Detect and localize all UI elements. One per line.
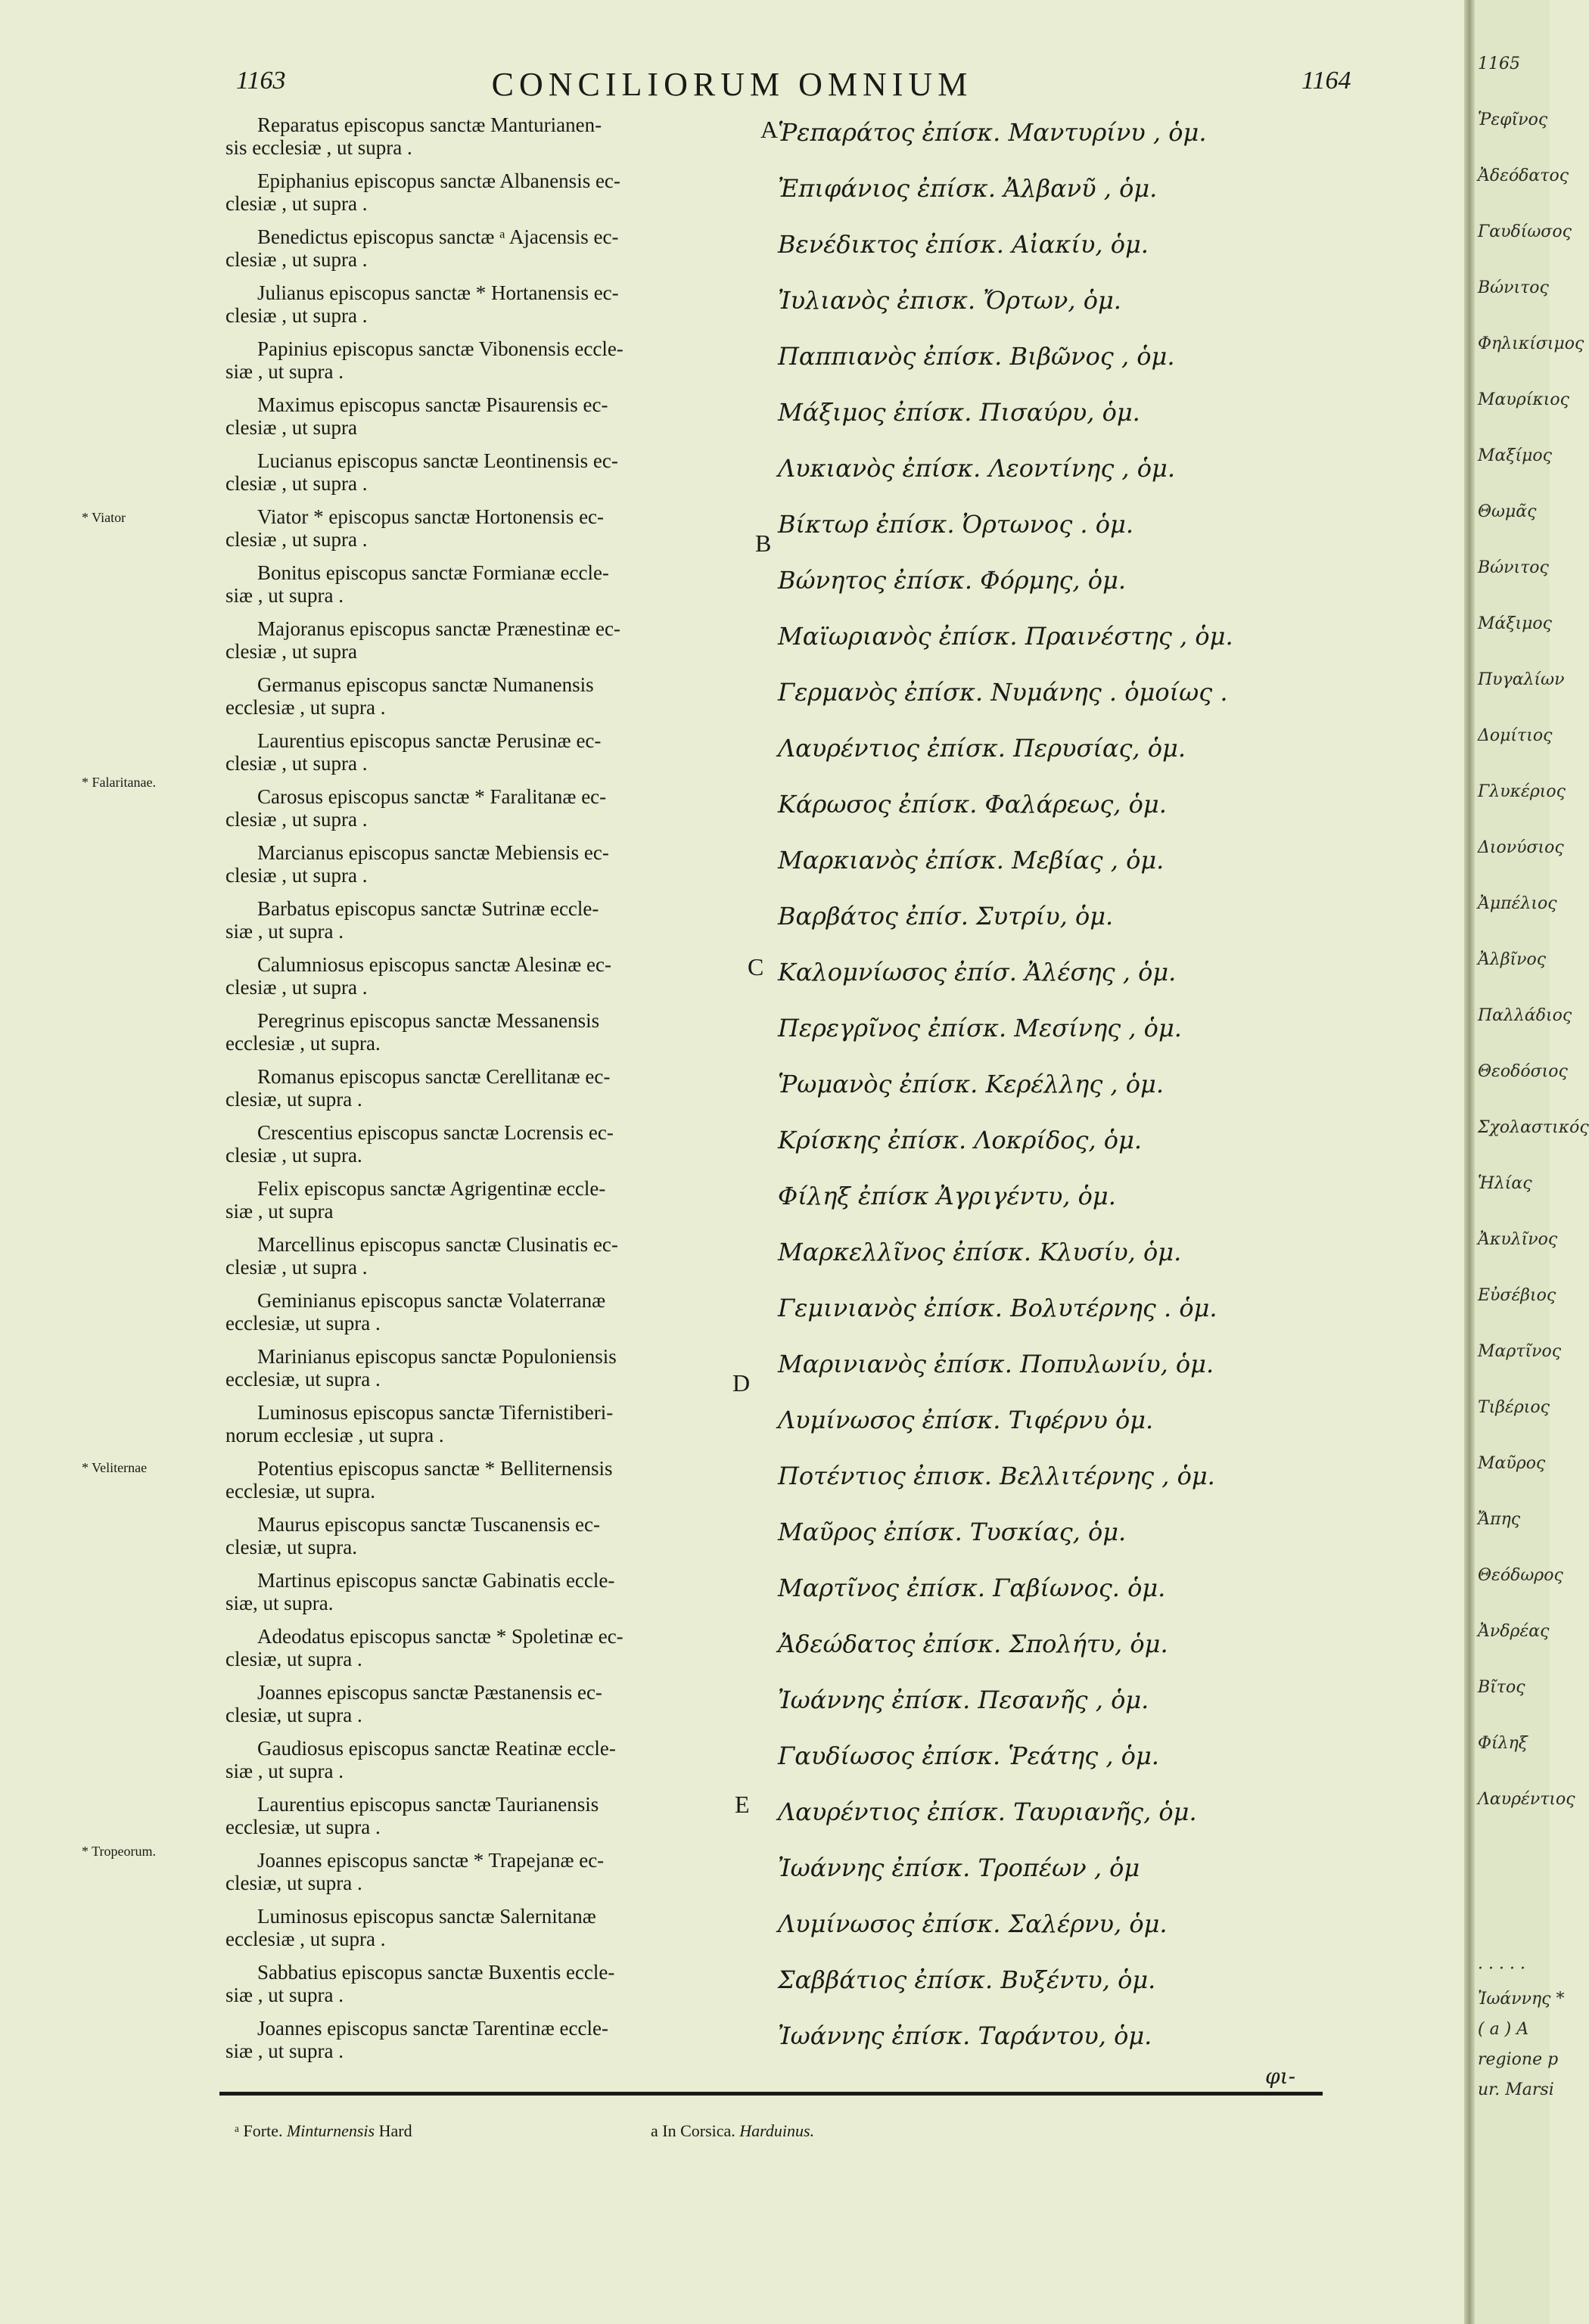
latin-line-2: clesiæ , ut supra . bbox=[225, 808, 368, 831]
latin-line-1: Joannes episcopus sanctæ Pæstanensis ec- bbox=[257, 1681, 602, 1704]
signature-mark: φι- bbox=[1265, 2064, 1296, 2089]
latin-line-2: clesiæ , ut supra . bbox=[225, 1256, 368, 1279]
next-page-fragment: ur. Marsi bbox=[1478, 2080, 1554, 2099]
latin-entry bbox=[225, 1009, 748, 1055]
latin-entry bbox=[225, 113, 748, 159]
latin-line-1: Papinius episcopus sanctæ Vibonensis eccle- bbox=[257, 337, 623, 360]
list-item bbox=[0, 1401, 1464, 1457]
footnote-left-prefix: ᵃ Forte. bbox=[235, 2121, 283, 2140]
greek-entry: Βίκτωρ ἐπίσκ. Ὀρτωνος . ὁμ. bbox=[778, 510, 1133, 539]
next-page-fragment: Μαυρίκιος bbox=[1478, 390, 1569, 409]
latin-line-1: Marcellinus episcopus sanctæ Clusinatis ec- bbox=[257, 1233, 618, 1256]
next-page-fragment: Ῥεφῖνος bbox=[1478, 110, 1548, 129]
greek-entry: Βενέδικτος ἐπίσκ. Αἰακίυ, ὁμ. bbox=[778, 230, 1149, 259]
next-page-fragment: Βῖτος bbox=[1478, 1678, 1525, 1697]
greek-entry: Γαυδίωσος ἐπίσκ. Ῥεάτης , ὁμ. bbox=[778, 1741, 1159, 1770]
section-letter-e: E bbox=[735, 1791, 750, 1818]
latin-line-2: siæ , ut supra . bbox=[225, 584, 344, 607]
greek-entry: Μαρκελλῖνος ἐπίσκ. Κλυσίυ, ὁμ. bbox=[778, 1238, 1182, 1266]
latin-entry bbox=[225, 281, 748, 327]
list-item bbox=[0, 1737, 1464, 1793]
latin-entry bbox=[225, 1233, 748, 1279]
list-item bbox=[0, 1289, 1464, 1345]
list-item bbox=[0, 1905, 1464, 1961]
next-page-fragment: regione p bbox=[1478, 2050, 1559, 2069]
latin-line-2: clesiæ, ut supra . bbox=[225, 1088, 362, 1111]
list-item bbox=[0, 953, 1464, 1009]
latin-line-2: clesiæ , ut supra bbox=[225, 416, 357, 439]
next-page-fragment: Τιβέριος bbox=[1478, 1398, 1550, 1417]
latin-entry bbox=[225, 1625, 748, 1670]
latin-line-1: Romanus episcopus sanctæ Cerellitanæ ec- bbox=[257, 1065, 611, 1088]
latin-line-2: siæ , ut supra . bbox=[225, 1984, 344, 2006]
latin-line-2: siæ , ut supra . bbox=[225, 920, 344, 943]
next-page-fragment: Βώνιτος bbox=[1478, 558, 1549, 577]
greek-entry: Μαῦρος ἐπίσκ. Τυσκίας, ὁμ. bbox=[778, 1518, 1127, 1546]
latin-entry bbox=[225, 169, 748, 215]
greek-entry: Μαϊωριανὸς ἐπίσκ. Πραινέστης , ὁμ. bbox=[778, 622, 1233, 651]
list-item bbox=[0, 841, 1464, 897]
latin-line-1: Adeodatus episcopus sanctæ * Spoletinæ ec- bbox=[257, 1625, 623, 1648]
latin-entry bbox=[225, 1289, 748, 1334]
footnote-left-suffix: Hard bbox=[378, 2121, 412, 2140]
latin-line-1: Epiphanius episcopus sanctæ Albanensis ec- bbox=[257, 169, 620, 192]
greek-entry: Μαρκιανὸς ἐπίσκ. Μεβίας , ὁμ. bbox=[778, 846, 1165, 875]
next-page-fragment: Ἀδεόδατος bbox=[1478, 166, 1569, 185]
latin-line-1: Luminosus episcopus sanctæ Tifernistiberi- bbox=[257, 1401, 614, 1424]
latin-line-1: Viator * episcopus sanctæ Hortonensis ec- bbox=[257, 505, 605, 528]
latin-entry bbox=[225, 1793, 748, 1838]
book-gutter bbox=[1464, 0, 1475, 2324]
latin-entry bbox=[225, 1177, 748, 1223]
greek-entry: Ῥεπαράτος ἐπίσκ. Μαντυρίνυ , ὁμ. bbox=[778, 118, 1207, 147]
latin-entry bbox=[225, 617, 748, 663]
greek-entry: Λυμίνωσος ἐπίσκ. Σαλέρνυ, ὁμ. bbox=[778, 1909, 1168, 1938]
latin-line-1: Marinianus episcopus sanctæ Populoniensis bbox=[257, 1345, 617, 1368]
next-page-fragment: Φίληξ bbox=[1478, 1734, 1528, 1753]
latin-line-1: Laurentius episcopus sanctæ Perusinæ ec- bbox=[257, 729, 602, 752]
greek-entry: Παππιανὸς ἐπίσκ. Βιβῶνος , ὁμ. bbox=[778, 342, 1175, 371]
latin-entry bbox=[225, 1513, 748, 1558]
next-page-fragment: Ἀνδρέας bbox=[1478, 1622, 1550, 1641]
next-page-fragment: Ἄπης bbox=[1478, 1510, 1521, 1529]
latin-line-1: Reparatus episcopus sanctæ Manturianen- bbox=[257, 113, 602, 136]
footnote-left bbox=[235, 2121, 412, 2141]
greek-entry: Βαρβάτος ἐπίσ. Συτρίυ, ὁμ. bbox=[778, 902, 1114, 931]
next-page-fragment: Θεόδωρος bbox=[1478, 1566, 1563, 1585]
next-page-fragment: Φηλικίσιμος bbox=[1478, 334, 1584, 353]
list-item bbox=[0, 2017, 1464, 2073]
latin-line-2: ecclesiæ , ut supra. bbox=[225, 1032, 381, 1055]
list-item bbox=[0, 1457, 1464, 1513]
margin-note-viator: * Viator bbox=[82, 510, 126, 525]
list-item bbox=[0, 169, 1464, 225]
greek-entry: Λαυρέντιος ἐπίσκ. Περυσίας, ὁμ. bbox=[778, 734, 1186, 763]
next-page-fragment: Ἡλίας bbox=[1478, 1174, 1532, 1193]
list-item bbox=[0, 1961, 1464, 2017]
latin-line-2: siæ , ut supra bbox=[225, 1200, 334, 1223]
greek-entry: Ἐπιφάνιος ἐπίσκ. Ἀλβανῦ , ὁμ. bbox=[778, 174, 1158, 203]
next-page-fragment: Γαυδίωσος bbox=[1478, 222, 1572, 241]
latin-line-1: Maurus episcopus sanctæ Tuscanensis ec- bbox=[257, 1513, 600, 1536]
list-item bbox=[0, 337, 1464, 393]
list-item bbox=[0, 1849, 1464, 1905]
list-item bbox=[0, 1009, 1464, 1065]
latin-line-2: siæ , ut supra . bbox=[225, 360, 344, 383]
latin-entry bbox=[225, 841, 748, 887]
latin-line-1: Marcianus episcopus sanctæ Mebiensis ec- bbox=[257, 841, 609, 864]
list-item bbox=[0, 1681, 1464, 1737]
latin-line-1: Joannes episcopus sanctæ Tarentinæ eccle- bbox=[257, 2017, 608, 2040]
next-page-fragment: Ἀλβῖνος bbox=[1478, 950, 1547, 969]
section-letter-a: A bbox=[760, 116, 779, 143]
latin-line-1: Joannes episcopus sanctæ * Trapejanæ ec- bbox=[257, 1849, 605, 1872]
latin-line-1: Carosus episcopus sanctæ * Faralitanæ ec- bbox=[257, 785, 607, 808]
next-page-fragment: Ἰωάννης * bbox=[1478, 1990, 1565, 2009]
next-page-fragment: Διονύσιος bbox=[1478, 838, 1564, 857]
greek-entry: Ἰωάννης ἐπίσκ. Πεσανῆς , ὁμ. bbox=[778, 1686, 1149, 1714]
latin-entry bbox=[225, 1121, 748, 1167]
latin-line-2: ecclesiæ , ut supra . bbox=[225, 1928, 386, 1950]
latin-line-2: ecclesiæ, ut supra . bbox=[225, 1312, 381, 1334]
latin-entry bbox=[225, 561, 748, 607]
latin-line-2: siæ , ut supra . bbox=[225, 1760, 344, 1782]
margin-note-veliternae: * Veliternae bbox=[82, 1460, 148, 1475]
list-item bbox=[0, 449, 1464, 505]
latin-line-2: ecclesiæ, ut supra . bbox=[225, 1368, 381, 1390]
list-item bbox=[0, 1121, 1464, 1177]
latin-line-1: Geminianus episcopus sanctæ Volaterranæ bbox=[257, 1289, 606, 1312]
next-page-fragment: Μαρτῖνος bbox=[1478, 1342, 1562, 1361]
latin-line-2: clesiæ, ut supra . bbox=[225, 1648, 362, 1670]
list-item bbox=[0, 1233, 1464, 1289]
greek-entry: Ἰωάννης ἐπίσκ. Τροπέων , ὁμ bbox=[778, 1853, 1140, 1882]
next-page-fragment: Δομίτιος bbox=[1478, 726, 1553, 745]
latin-entry bbox=[225, 1401, 748, 1446]
latin-entry bbox=[225, 1457, 748, 1502]
latin-entry bbox=[225, 729, 748, 775]
latin-entry bbox=[225, 1569, 748, 1614]
latin-entry bbox=[225, 449, 748, 495]
latin-entry bbox=[225, 953, 748, 999]
page-number-right: 1164 bbox=[1301, 67, 1351, 95]
next-page-fragment: Λαυρέντιος bbox=[1478, 1790, 1575, 1809]
latin-line-1: Majoranus episcopus sanctæ Prænestinæ ec- bbox=[257, 617, 620, 640]
greek-entry: Γεμινιανὸς ἐπίσκ. Βολυτέρνης . ὁμ. bbox=[778, 1294, 1217, 1322]
latin-entry bbox=[225, 897, 748, 943]
list-item bbox=[0, 729, 1464, 785]
greek-entry: Ἀδεώδατος ἐπίσκ. Σπολήτυ, ὁμ. bbox=[778, 1630, 1168, 1658]
next-page-fragment: · · · · · bbox=[1478, 1959, 1525, 1978]
latin-line-2: clesiæ , ut supra . bbox=[225, 472, 368, 495]
running-title: CONCILIORUM OMNIUM bbox=[491, 66, 973, 103]
next-page-fragment: Εὐσέβιος bbox=[1478, 1286, 1556, 1305]
latin-line-2: clesiæ , ut supra bbox=[225, 640, 357, 663]
next-page-fragment: ( a ) A bbox=[1478, 2020, 1529, 2039]
latin-entry bbox=[225, 1681, 748, 1726]
greek-entry: Λαυρέντιος ἐπίσκ. Ταυριανῆς, ὁμ. bbox=[778, 1797, 1197, 1826]
latin-entry bbox=[225, 1065, 748, 1111]
latin-line-2: clesiæ, ut supra . bbox=[225, 1704, 362, 1726]
latin-line-2: clesiæ , ut supra . bbox=[225, 304, 368, 327]
greek-entry: Καλομνίωσος ἐπίσ. Ἀλέσης , ὁμ. bbox=[778, 958, 1177, 986]
margin-note-falaritanae: * Falaritanae. bbox=[82, 775, 156, 790]
list-item bbox=[0, 1513, 1464, 1569]
latin-line-2: clesiæ , ut supra . bbox=[225, 752, 368, 775]
list-item bbox=[0, 281, 1464, 337]
latin-line-1: Germanus episcopus sanctæ Numanensis bbox=[257, 673, 594, 696]
latin-line-2: clesiæ , ut supra. bbox=[225, 1144, 362, 1167]
latin-line-1: Laurentius episcopus sanctæ Taurianensis bbox=[257, 1793, 599, 1816]
footnote-rule bbox=[219, 2092, 1323, 2096]
greek-entry: Ἰωάννης ἐπίσκ. Ταράντου, ὁμ. bbox=[778, 2021, 1152, 2050]
latin-line-2: clesiæ , ut supra . bbox=[225, 192, 368, 215]
next-page-fragment: Πυγαλίων bbox=[1478, 670, 1565, 689]
next-page-fragment: Μάξιμος bbox=[1478, 614, 1552, 633]
latin-line-1: Calumniosus episcopus sanctæ Alesinæ ec- bbox=[257, 953, 611, 976]
latin-entry bbox=[225, 2017, 748, 2062]
latin-line-1: Julianus episcopus sanctæ * Hortanensis ec- bbox=[257, 281, 619, 304]
latin-entry bbox=[225, 393, 748, 439]
greek-entry: Κρίσκης ἐπίσκ. Λοκρίδος, ὁμ. bbox=[778, 1126, 1143, 1154]
latin-line-2: ecclesiæ, ut supra . bbox=[225, 1816, 381, 1838]
next-page-fragment: Γλυκέριος bbox=[1478, 782, 1566, 801]
greek-entry: Ῥωμανὸς ἐπίσκ. Κερέλλης , ὁμ. bbox=[778, 1070, 1164, 1098]
running-header bbox=[0, 59, 1464, 104]
greek-entry: Κάρωσος ἐπίσκ. Φαλάρεως, ὁμ. bbox=[778, 790, 1167, 819]
list-item bbox=[0, 393, 1464, 449]
greek-entry: Ἰυλιανὸς ἐπισκ. Ὄρτων, ὁμ. bbox=[778, 286, 1121, 315]
footnote-right-prefix: a In Corsica. bbox=[651, 2121, 735, 2140]
latin-entry bbox=[225, 1961, 748, 2006]
latin-line-2: clesiæ , ut supra . bbox=[225, 528, 368, 551]
footnote-right bbox=[651, 2121, 814, 2141]
latin-line-2: siæ, ut supra. bbox=[225, 1592, 334, 1614]
latin-line-1: Barbatus episcopus sanctæ Sutrinæ eccle- bbox=[257, 897, 599, 920]
latin-entry bbox=[225, 1849, 748, 1894]
next-page-fragment: Ἀμπέλιος bbox=[1478, 894, 1557, 913]
margin-note-tropeorum: * Tropeorum. bbox=[82, 1844, 157, 1859]
greek-entry: Ποτέντιος ἐπισκ. Βελλιτέρνης , ὁμ. bbox=[778, 1462, 1215, 1490]
next-page-edge bbox=[1475, 0, 1589, 2324]
greek-entry: Μάξιμος ἐπίσκ. Πισαύρυ, ὁμ. bbox=[778, 398, 1140, 427]
next-page-fragment: Σχολαστικός bbox=[1478, 1118, 1589, 1137]
section-letter-d: D bbox=[732, 1369, 751, 1397]
greek-entry: Λυμίνωσος ἐπίσκ. Τιφέρνυ ὁμ. bbox=[778, 1406, 1154, 1434]
greek-entry: Μαρτῖνος ἐπίσκ. Γαβίωνος. ὁμ. bbox=[778, 1574, 1166, 1602]
latin-entry bbox=[225, 505, 748, 551]
list-item bbox=[0, 113, 1464, 169]
latin-line-2: clesiæ , ut supra . bbox=[225, 864, 368, 887]
greek-entry: Λυκιανὸς ἐπίσκ. Λεοντίνης , ὁμ. bbox=[778, 454, 1175, 483]
latin-line-2: ecclesiæ , ut supra . bbox=[225, 696, 386, 719]
latin-entry bbox=[225, 673, 748, 719]
greek-entry: Μαρινιανὸς ἐπίσκ. Ποπυλωνίυ, ὁμ. bbox=[778, 1350, 1214, 1378]
page-number-left: 1163 bbox=[236, 67, 286, 95]
list-item bbox=[0, 225, 1464, 281]
footnote-right-italic: Harduinus. bbox=[739, 2121, 815, 2140]
latin-line-1: Potentius episcopus sanctæ * Belliternensis bbox=[257, 1457, 613, 1480]
list-item bbox=[0, 617, 1464, 673]
list-item bbox=[0, 673, 1464, 729]
next-page-fragment: 1165 bbox=[1478, 54, 1520, 73]
latin-line-2: clesiæ, ut supra. bbox=[225, 1536, 357, 1558]
latin-line-2: siæ , ut supra . bbox=[225, 2040, 344, 2062]
next-page-fragment: Θεοδόσιος bbox=[1478, 1062, 1568, 1081]
latin-line-1: Peregrinus episcopus sanctæ Messanensis bbox=[257, 1009, 600, 1032]
next-page-fragment: Βώνιτος bbox=[1478, 278, 1549, 297]
list-item bbox=[0, 785, 1464, 841]
next-page-fragment: Θωμᾶς bbox=[1478, 502, 1537, 521]
latin-line-2: ecclesiæ, ut supra. bbox=[225, 1480, 375, 1502]
list-item bbox=[0, 1625, 1464, 1681]
latin-line-1: Lucianus episcopus sanctæ Leontinensis ec- bbox=[257, 449, 618, 472]
latin-entry bbox=[225, 1737, 748, 1782]
section-letter-c: C bbox=[748, 953, 764, 980]
list-item bbox=[0, 1793, 1464, 1849]
latin-line-2: sis ecclesiæ , ut supra . bbox=[225, 136, 412, 159]
latin-line-1: Felix episcopus sanctæ Agrigentinæ eccle- bbox=[257, 1177, 606, 1200]
list-item bbox=[0, 897, 1464, 953]
latin-line-1: Gaudiosus episcopus sanctæ Reatinæ eccle- bbox=[257, 1737, 616, 1760]
latin-line-1: Benedictus episcopus sanctæ ᵃ Ajacensis ec- bbox=[257, 225, 619, 248]
footnote-left-italic: Minturnensis bbox=[286, 2121, 375, 2140]
latin-line-2: clesiæ , ut supra . bbox=[225, 248, 368, 271]
next-page-fragment: Ἀκυλῖνος bbox=[1478, 1230, 1558, 1249]
latin-line-1: Sabbatius episcopus sanctæ Buxentis eccle- bbox=[257, 1961, 615, 1984]
latin-line-2: norum ecclesiæ , ut supra . bbox=[225, 1424, 444, 1446]
list-item bbox=[0, 561, 1464, 617]
latin-entry bbox=[225, 1345, 748, 1390]
greek-entry: Γερμανὸς ἐπίσκ. Νυμάνης . ὁμοίως . bbox=[778, 678, 1228, 707]
greek-entry: Περεγρῖνος ἐπίσκ. Μεσίνης , ὁμ. bbox=[778, 1014, 1182, 1042]
greek-entry: Φίληξ ἐπίσκ Ἀγριγέντυ, ὁμ. bbox=[778, 1182, 1116, 1210]
list-item bbox=[0, 1569, 1464, 1625]
section-letter-b: B bbox=[755, 530, 772, 557]
list-item bbox=[0, 1065, 1464, 1121]
next-page-fragment: Παλλάδιος bbox=[1478, 1006, 1572, 1025]
latin-entry bbox=[225, 1905, 748, 1950]
list-item bbox=[0, 1177, 1464, 1233]
latin-line-1: Maximus episcopus sanctæ Pisaurensis ec- bbox=[257, 393, 608, 416]
latin-line-1: Martinus episcopus sanctæ Gabinatis eccle- bbox=[257, 1569, 615, 1592]
latin-line-2: clesiæ , ut supra . bbox=[225, 976, 368, 999]
greek-entry: Βώνητος ἐπίσκ. Φόρμης, ὁμ. bbox=[778, 566, 1126, 595]
latin-line-1: Crescentius episcopus sanctæ Locrensis ec- bbox=[257, 1121, 614, 1144]
latin-entry bbox=[225, 785, 748, 831]
next-page-fragment: Μαῦρος bbox=[1478, 1454, 1546, 1473]
next-page-fragment: Μαξίμος bbox=[1478, 446, 1552, 465]
latin-line-1: Luminosus episcopus sanctæ Salernitanæ bbox=[257, 1905, 596, 1928]
latin-entry bbox=[225, 225, 748, 271]
latin-line-1: Bonitus episcopus sanctæ Formianæ eccle- bbox=[257, 561, 609, 584]
latin-entry bbox=[225, 337, 748, 383]
latin-line-2: clesiæ, ut supra . bbox=[225, 1872, 362, 1894]
greek-entry: Σαββάτιος ἐπίσκ. Βυξέντυ, ὁμ. bbox=[778, 1965, 1156, 1994]
list-item bbox=[0, 505, 1464, 561]
